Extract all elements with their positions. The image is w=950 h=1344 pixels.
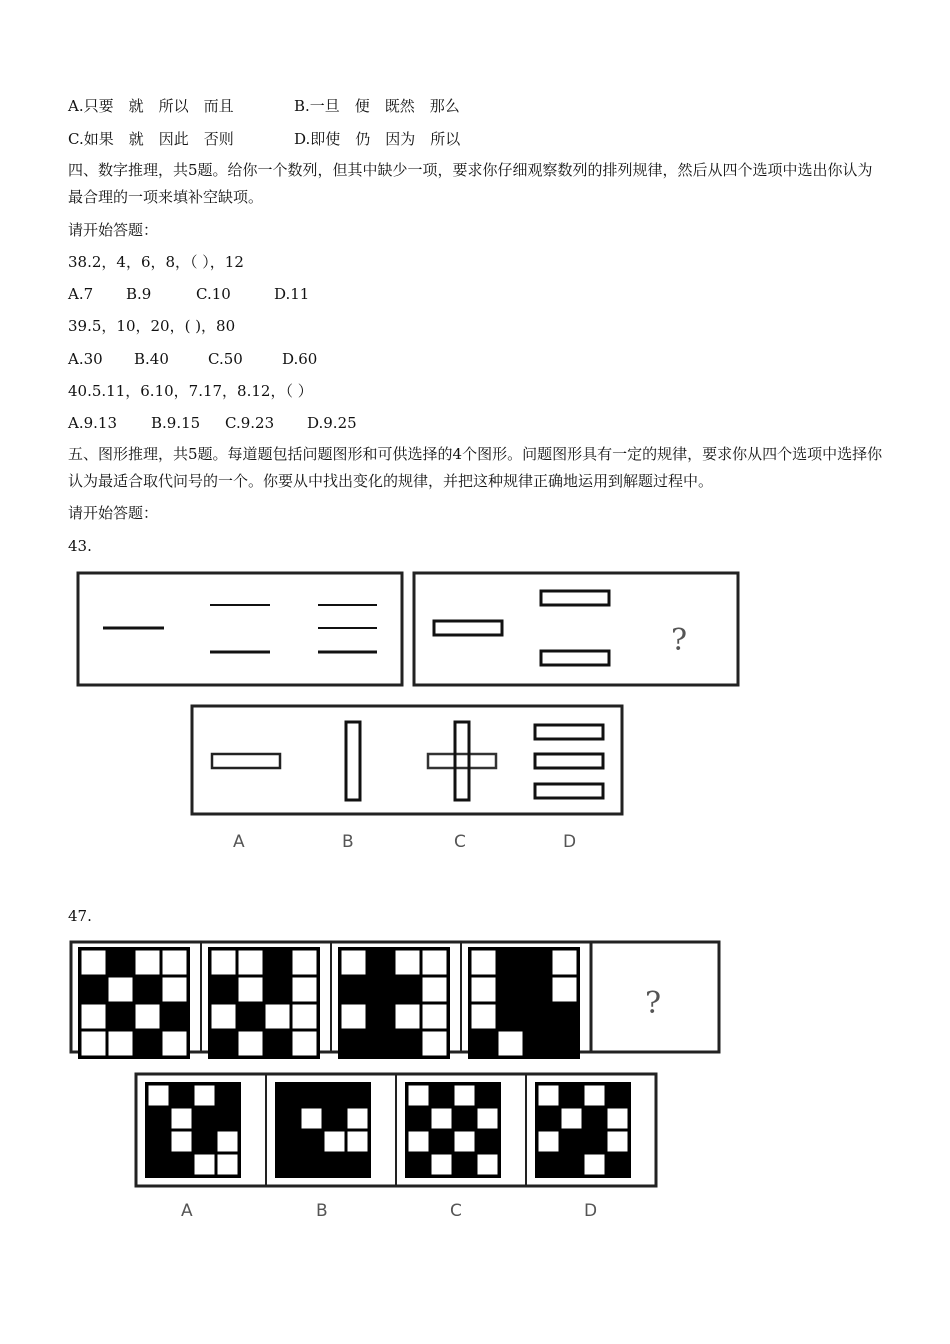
q47-question-grid-1 xyxy=(78,947,190,1059)
q39-option-a: A.30 xyxy=(68,350,103,368)
q39-option-b: B.40 xyxy=(134,350,169,368)
q43-option-c-shape xyxy=(428,722,496,800)
q47-figure xyxy=(68,938,728,1223)
q43-label-b: B xyxy=(342,832,354,852)
q40-option-a: A.9.13 xyxy=(68,414,117,432)
q38-options xyxy=(68,284,309,304)
q43-question-mark: ? xyxy=(671,623,688,658)
q43-option-a-shape xyxy=(212,754,280,768)
options-row-2 xyxy=(68,129,460,149)
q43-option-b-shape xyxy=(346,722,360,800)
q47-answer-grid-c xyxy=(405,1082,501,1178)
q43-question-panel-left xyxy=(78,573,402,685)
q47-answer-grid-b xyxy=(275,1082,371,1178)
q47-label-b: B xyxy=(316,1201,328,1221)
q47-question-grid-3 xyxy=(338,947,450,1059)
q47-label-d: D xyxy=(584,1201,598,1221)
q39-stem: 39.5，10，20，( )，80 xyxy=(68,317,236,335)
q40-stem: 40.5.11，6.10，7.17，8.12，（ ） xyxy=(68,382,313,400)
option-b: B.一旦 便 既然 那么 xyxy=(294,97,460,115)
q43-answer-panel xyxy=(192,706,622,814)
q40-option-b: B.9.15 xyxy=(151,414,201,432)
q40-options xyxy=(68,413,357,433)
q39-option-d: D.60 xyxy=(282,350,318,368)
q47-question-grid-4 xyxy=(468,947,580,1059)
q43-option-d-shape xyxy=(535,725,603,798)
q47-question-grids xyxy=(78,947,580,1059)
q47-answer-grid-d xyxy=(535,1082,631,1178)
q47-question-mark: ? xyxy=(645,986,662,1021)
section5-start: 请开始答题： xyxy=(68,504,159,522)
q38-stem: 38.2，4，6，8，（ ），12 xyxy=(68,253,244,271)
q38-option-d: D.11 xyxy=(274,285,310,303)
section5-intro: 五、图形推理，共5题。每道题包括问题图形和可供选择的4个图形。问题图形具有一定的规律，要求你从四个选项中选择你认为最适合取代问号的一个。你要从中找出变化的规律，并把这种规律正确地运用到解题过程中。 xyxy=(68,445,883,490)
option-d: D.即使 仍 因为 所以 xyxy=(294,130,461,148)
q38-option-b: B.9 xyxy=(126,285,152,303)
q40-option-d: D.9.25 xyxy=(307,414,357,432)
q43-figure xyxy=(68,565,748,860)
q40-option-c: C.9.23 xyxy=(225,414,275,432)
q43-label-c: C xyxy=(454,832,466,852)
q38-option-a: A.7 xyxy=(68,285,94,303)
q43-label-a: A xyxy=(233,832,245,852)
q39-options xyxy=(68,349,317,369)
q43-label-d: D xyxy=(563,832,577,852)
q47-answer-grids xyxy=(145,1082,631,1178)
q39-option-c: C.50 xyxy=(208,350,243,368)
q43-question-panel-right xyxy=(414,573,738,685)
q47-question-grid-2 xyxy=(208,947,320,1059)
option-a: A.只要 就 所以 而且 xyxy=(68,97,234,115)
q43-number: 43. xyxy=(68,537,92,555)
q47-number: 47. xyxy=(68,907,92,925)
section4-intro: 四、数字推理，共5题。给你一个数列，但其中缺少一项，要求你仔细观察数列的排列规律，然后从四个选项中选出你认为最合理的一项来填补空缺项。 xyxy=(68,161,873,206)
q47-label-c: C xyxy=(450,1201,462,1221)
q38-option-c: C.10 xyxy=(196,285,231,303)
option-c: C.如果 就 因此 否则 xyxy=(68,130,234,148)
q47-answer-grid-a xyxy=(145,1082,241,1178)
q47-label-a: A xyxy=(181,1201,193,1221)
section4-start: 请开始答题： xyxy=(68,221,159,239)
options-row-1 xyxy=(68,96,460,116)
